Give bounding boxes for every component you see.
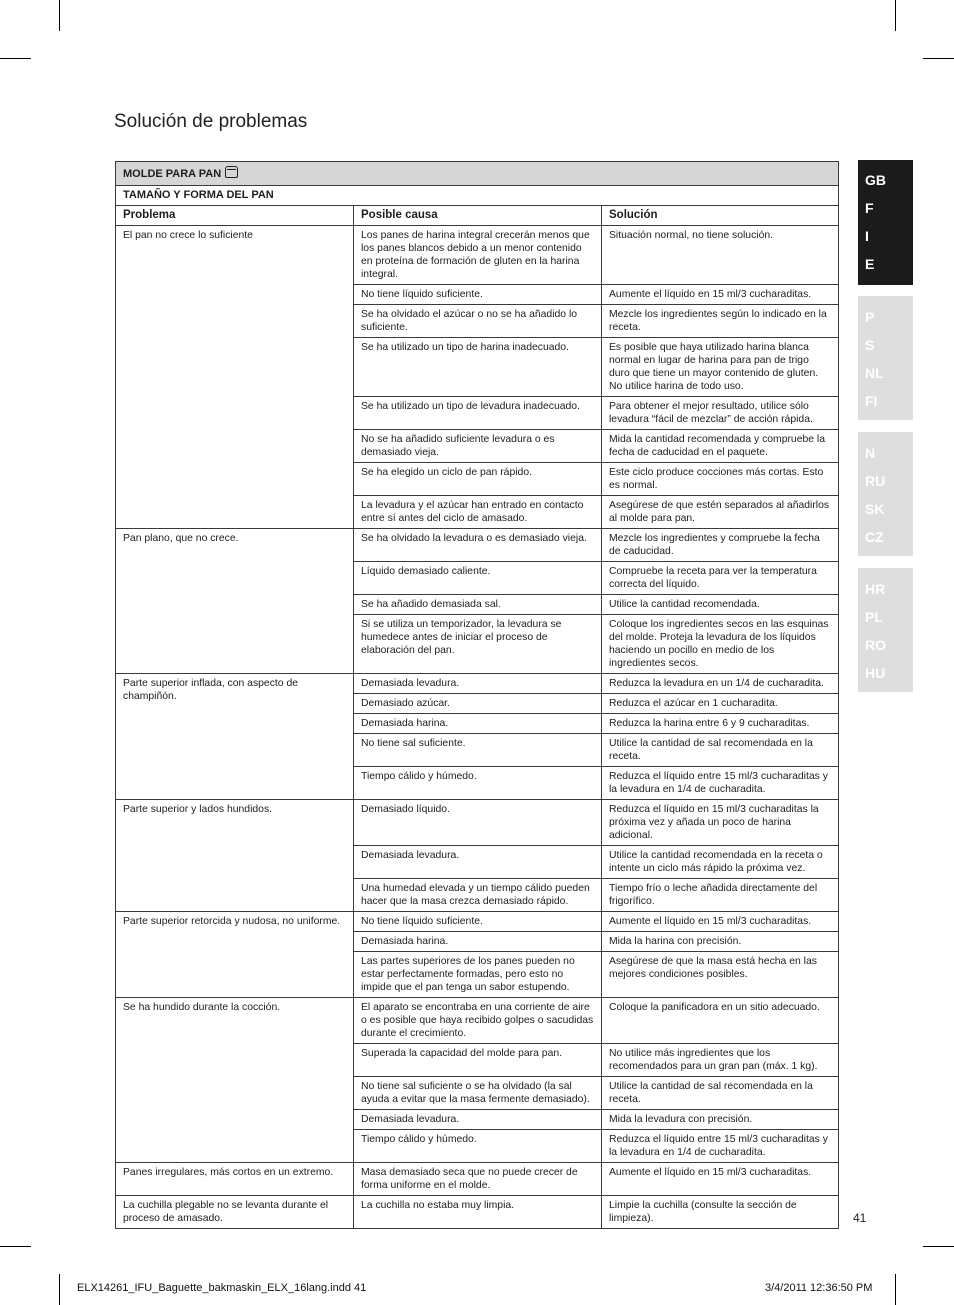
crop-mark (923, 1246, 954, 1247)
cause-cell: La levadura y el azúcar han entrado en contacto entre sí antes del ciclo de amasado. (354, 496, 602, 529)
footer-timestamp: 3/4/2011 12:36:50 PM (765, 1282, 873, 1294)
table-row (116, 1163, 839, 1196)
cause-cell: No se ha añadido suficiente levadura o es demasiado vieja. (354, 430, 602, 463)
problem-cell: Se ha hundido durante la cocción. (116, 998, 354, 1163)
table-row (116, 800, 839, 846)
solution-cell: Aumente el líquido en 15 ml/3 cucharaditas. (602, 912, 839, 932)
cause-cell: La cuchilla no estaba muy limpia. (354, 1196, 602, 1229)
cause-cell: Se ha elegido un ciclo de pan rápido. (354, 463, 602, 496)
solution-cell: No utilice más ingredientes que los recomendados para un gran pan (máx. 1 kg). (602, 1044, 839, 1077)
language-tab-hu[interactable]: HU (865, 665, 886, 681)
solution-cell: Asegúrese de que la masa está hecha en las mejores condiciones posibles. (602, 952, 839, 998)
cause-cell: Demasiado azúcar. (354, 694, 602, 714)
cause-cell: Si se utiliza un temporizador, la levadura se humedece antes de iniciar el proceso de elaboración del pan. (354, 615, 602, 674)
solution-cell: Mida la levadura con precisión. (602, 1110, 839, 1130)
table-row (116, 912, 839, 932)
language-tab-f[interactable]: F (865, 200, 874, 216)
cause-cell: Los panes de harina integral crecerán menos que los panes blancos debido a un menor contenido en proteína de formación de gluten en la harina integral. (354, 226, 602, 285)
solution-cell: Mezcle los ingredientes y compruebe la fecha de caducidad. (602, 529, 839, 562)
crop-mark (895, 0, 896, 31)
table-row (116, 529, 839, 562)
cause-cell: Superada la capacidad del molde para pan. (354, 1044, 602, 1077)
solution-cell: Utilice la cantidad de sal recomendada en la receta. (602, 1077, 839, 1110)
solution-cell: Aumente el líquido en 15 ml/3 cucharaditas. (602, 285, 839, 305)
solution-cell: Aumente el líquido en 15 ml/3 cucharaditas. (602, 1163, 839, 1196)
cause-cell: El aparato se encontraba en una corriente de aire o es posible que haya recibido golpes o sacudidas durante el crecimiento. (354, 998, 602, 1044)
solution-cell: Es posible que haya utilizado harina blanca normal en lugar de harina para pan de trigo duro que tiene un mayor contenido de gluten. No utilice harina de todo uso. (602, 338, 839, 397)
problem-cell: Parte superior y lados hundidos. (116, 800, 354, 912)
solution-cell: Para obtener el mejor resultado, utilice sólo levadura “fácil de mezclar” de acción rápida. (602, 397, 839, 430)
solution-cell: Coloque la panificadora en un sitio adecuado. (602, 998, 839, 1044)
solution-cell: Limpie la cuchilla (consulte la sección de limpieza). (602, 1196, 839, 1229)
column-header-cause: Posible causa (354, 206, 602, 226)
crop-mark (895, 1274, 896, 1305)
language-tab-s[interactable]: S (865, 337, 875, 353)
troubleshooting-table (115, 161, 839, 1229)
cause-cell: Las partes superiores de los panes pueden no estar perfectamente formadas, pero esto no impide que el pan tenga un sabor estupendo. (354, 952, 602, 998)
language-tab-nl[interactable]: NL (865, 365, 884, 381)
cause-cell: Líquido demasiado caliente. (354, 562, 602, 595)
solution-cell: Reduzca el azúcar en 1 cucharadita. (602, 694, 839, 714)
solution-cell: Utilice la cantidad de sal recomendada en la receta. (602, 734, 839, 767)
solution-cell: Coloque los ingredientes secos en las esquinas del molde. Proteja la levadura de los líquidos haciendo un pocillo en medio de los ingredientes secos. (602, 615, 839, 674)
language-tab-ro[interactable]: RO (865, 637, 886, 653)
language-group-active (858, 160, 913, 285)
solution-cell: Situación normal, no tiene solución. (602, 226, 839, 285)
table-header (116, 162, 839, 186)
table-row (116, 998, 839, 1044)
language-tab-p[interactable]: P (865, 309, 875, 325)
language-tab-ru[interactable]: RU (865, 473, 886, 489)
cause-cell: Se ha utilizado un tipo de harina inadecuado. (354, 338, 602, 397)
problem-cell: Parte superior retorcida y nudosa, no uniforme. (116, 912, 354, 998)
problem-cell: Pan plano, que no crece. (116, 529, 354, 674)
cause-cell: Demasiado líquido. (354, 800, 602, 846)
solution-cell: Reduzca el líquido en 15 ml/3 cucharaditas la próxima vez y añada un poco de harina adicional. (602, 800, 839, 846)
cause-cell: No tiene sal suficiente o se ha olvidado (la sal ayuda a evitar que la masa fermente demasiado). (354, 1077, 602, 1110)
cause-cell: Demasiada harina. (354, 714, 602, 734)
cause-cell: No tiene sal suficiente. (354, 734, 602, 767)
table-row (116, 1196, 839, 1229)
solution-cell: Reduzca la harina entre 6 y 9 cucharaditas. (602, 714, 839, 734)
language-group-3 (858, 432, 913, 556)
cause-cell: Masa demasiado seca que no puede crecer de forma uniforme en el molde. (354, 1163, 602, 1196)
crop-mark (59, 0, 60, 31)
cause-cell: Demasiada levadura. (354, 1110, 602, 1130)
solution-cell: Compruebe la receta para ver la temperatura correcta del líquido. (602, 562, 839, 595)
cause-cell: Se ha olvidado la levadura o es demasiado vieja. (354, 529, 602, 562)
problem-cell: El pan no crece lo suficiente (116, 226, 354, 529)
cause-cell: Demasiada harina. (354, 932, 602, 952)
table-header-label: MOLDE PARA PAN (123, 168, 222, 180)
language-tab-cz[interactable]: CZ (865, 529, 884, 545)
solution-cell: Mida la harina con precisión. (602, 932, 839, 952)
solution-cell: Asegúrese de que estén separados al añadirlos al molde para pan. (602, 496, 839, 529)
language-tab-e[interactable]: E (865, 256, 875, 272)
cause-cell: Se ha utilizado un tipo de levadura inadecuado. (354, 397, 602, 430)
solution-cell: Utilice la cantidad recomendada. (602, 595, 839, 615)
crop-mark (0, 58, 31, 59)
crop-mark (923, 58, 954, 59)
page-title: Solución de problemas (114, 111, 308, 132)
cause-cell: Se ha añadido demasiada sal. (354, 595, 602, 615)
problem-cell: La cuchilla plegable no se levanta durante el proceso de amasado. (116, 1196, 354, 1229)
solution-cell: Reduzca la levadura en un 1/4 de cucharadita. (602, 674, 839, 694)
cause-cell: Demasiada levadura. (354, 674, 602, 694)
language-tab-i[interactable]: I (865, 228, 869, 244)
cause-cell: Se ha olvidado el azúcar o no se ha añadido lo suficiente. (354, 305, 602, 338)
cause-cell: Tiempo cálido y húmedo. (354, 1130, 602, 1163)
column-header-solution: Solución (602, 206, 839, 226)
table-row (116, 674, 839, 694)
language-tab-fi[interactable]: FI (865, 393, 878, 409)
crop-mark (59, 1274, 60, 1305)
solution-cell: Mida la cantidad recomendada y compruebe la fecha de caducidad en el paquete. (602, 430, 839, 463)
table-row (116, 226, 839, 285)
solution-cell: Reduzca el líquido entre 15 ml/3 cucharaditas y la levadura en 1/4 de cucharadita. (602, 767, 839, 800)
crop-mark (0, 1246, 31, 1247)
cause-cell: Una humedad elevada y un tiempo cálido pueden hacer que la masa crezca demasiado rápido. (354, 879, 602, 912)
footer-filename: ELX14261_IFU_Baguette_bakmaskin_ELX_16lang.indd 41 (77, 1282, 367, 1294)
language-tab-hr[interactable]: HR (865, 581, 886, 597)
table-subheader: TAMAÑO Y FORMA DEL PAN (116, 186, 839, 206)
solution-cell: Mezcle los ingredientes según lo indicado en la receta. (602, 305, 839, 338)
page-number: 41 (853, 1211, 867, 1225)
language-group-2 (858, 296, 913, 420)
language-group-4 (858, 568, 913, 692)
cause-cell: No tiene líquido suficiente. (354, 912, 602, 932)
solution-cell: Este ciclo produce cocciones más cortas. Esto es normal. (602, 463, 839, 496)
solution-cell: Tiempo frío o leche añadida directamente del frigorífico. (602, 879, 839, 912)
problem-cell: Parte superior inflada, con aspecto de champiñón. (116, 674, 354, 800)
cause-cell: No tiene líquido suficiente. (354, 285, 602, 305)
column-header-problem: Problema (116, 206, 354, 226)
language-tab-sk[interactable]: SK (865, 501, 885, 517)
cause-cell: Tiempo cálido y húmedo. (354, 767, 602, 800)
language-tab-pl[interactable]: PL (865, 609, 883, 625)
language-tab-n[interactable]: N (865, 445, 876, 461)
bread-pan-icon (225, 166, 238, 178)
solution-cell: Reduzca el líquido entre 15 ml/3 cucharaditas y la levadura en 1/4 de cucharadita. (602, 1130, 839, 1163)
language-tab-gb[interactable]: GB (865, 172, 886, 188)
cause-cell: Demasiada levadura. (354, 846, 602, 879)
problem-cell: Panes irregulares, más cortos en un extremo. (116, 1163, 354, 1196)
solution-cell: Utilice la cantidad recomendada en la receta o intente un ciclo más rápido la próxima vez. (602, 846, 839, 879)
